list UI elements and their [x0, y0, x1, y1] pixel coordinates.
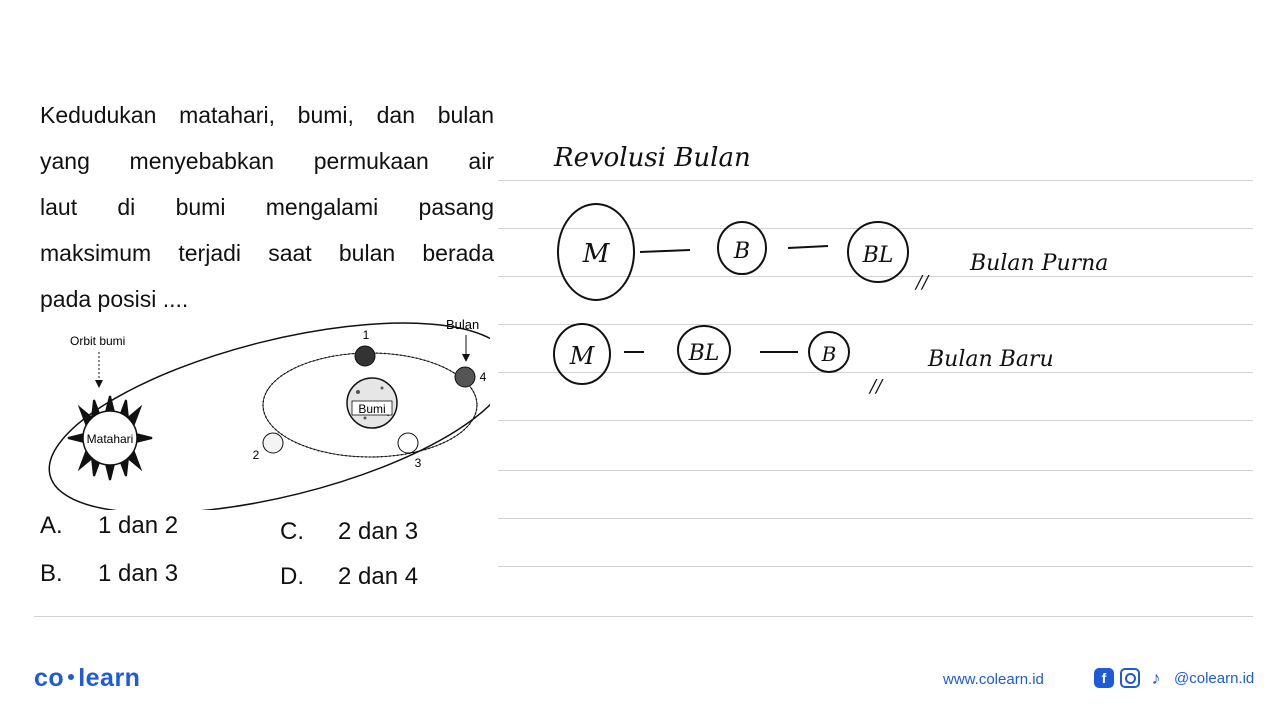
- option-b[interactable]: B. 1 dan 3: [40, 560, 179, 587]
- question-line: Kedudukan matahari, bumi, dan bulan: [40, 102, 494, 128]
- row1-note: Bulan Purna: [970, 251, 1109, 276]
- orbit-label: Orbit bumi: [70, 334, 126, 348]
- social-links: [1094, 668, 1254, 688]
- position-label-1: 1: [362, 328, 370, 342]
- website-link[interactable]: www.colearn.id: [943, 671, 1044, 688]
- position-label-3: 3: [414, 456, 422, 470]
- question-line: pada posisi ....: [40, 286, 189, 312]
- question-line: laut di bumi mengalami pasang: [40, 194, 494, 220]
- moon-position-1: [355, 346, 375, 366]
- row2-note: Bulan Baru: [928, 347, 1054, 372]
- position-label-4: 4: [479, 370, 487, 384]
- earth: [347, 378, 397, 428]
- moon-position-2: [263, 433, 283, 453]
- moon-label: Bulan: [446, 317, 480, 332]
- question-line: yang menyebabkan permukaan air: [40, 148, 494, 174]
- option-a[interactable]: A. 1 dan 2: [40, 512, 179, 539]
- svg-text:BL: BL: [862, 243, 894, 268]
- tiktok-icon[interactable]: ♪: [1151, 667, 1161, 688]
- moon-position-3: [398, 433, 418, 453]
- footer-divider: [34, 616, 1253, 617]
- option-d[interactable]: D. 2 dan 4: [280, 563, 419, 590]
- svg-text:B: B: [821, 342, 837, 366]
- svg-text:BL: BL: [688, 341, 720, 366]
- svg-text:B: B: [733, 239, 751, 264]
- sun-label: Matahari: [86, 432, 134, 446]
- option-c[interactable]: C. 2 dan 3: [280, 518, 419, 545]
- earth-label: Bumi: [358, 402, 386, 416]
- social-handle[interactable]: @colearn.id: [1174, 669, 1255, 687]
- facebook-icon[interactable]: f: [1094, 668, 1114, 688]
- moon-position-4: [455, 367, 475, 387]
- question-line: maksimum terjadi saat bulan berada: [40, 240, 494, 266]
- question-text: [40, 92, 494, 322]
- instagram-icon[interactable]: [1120, 668, 1140, 688]
- handwritten-notes: [498, 120, 1118, 410]
- notes-heading: Revolusi Bulan: [554, 143, 751, 173]
- row2-mark: //: [870, 376, 883, 397]
- svg-text:M: M: [582, 239, 610, 269]
- position-label-2: 2: [252, 448, 260, 462]
- row1-mark: //: [916, 272, 929, 293]
- orbit-diagram: [40, 300, 490, 510]
- svg-text:M: M: [569, 342, 595, 370]
- colearn-logo[interactable]: co learn: [34, 664, 141, 692]
- sun: [68, 396, 152, 480]
